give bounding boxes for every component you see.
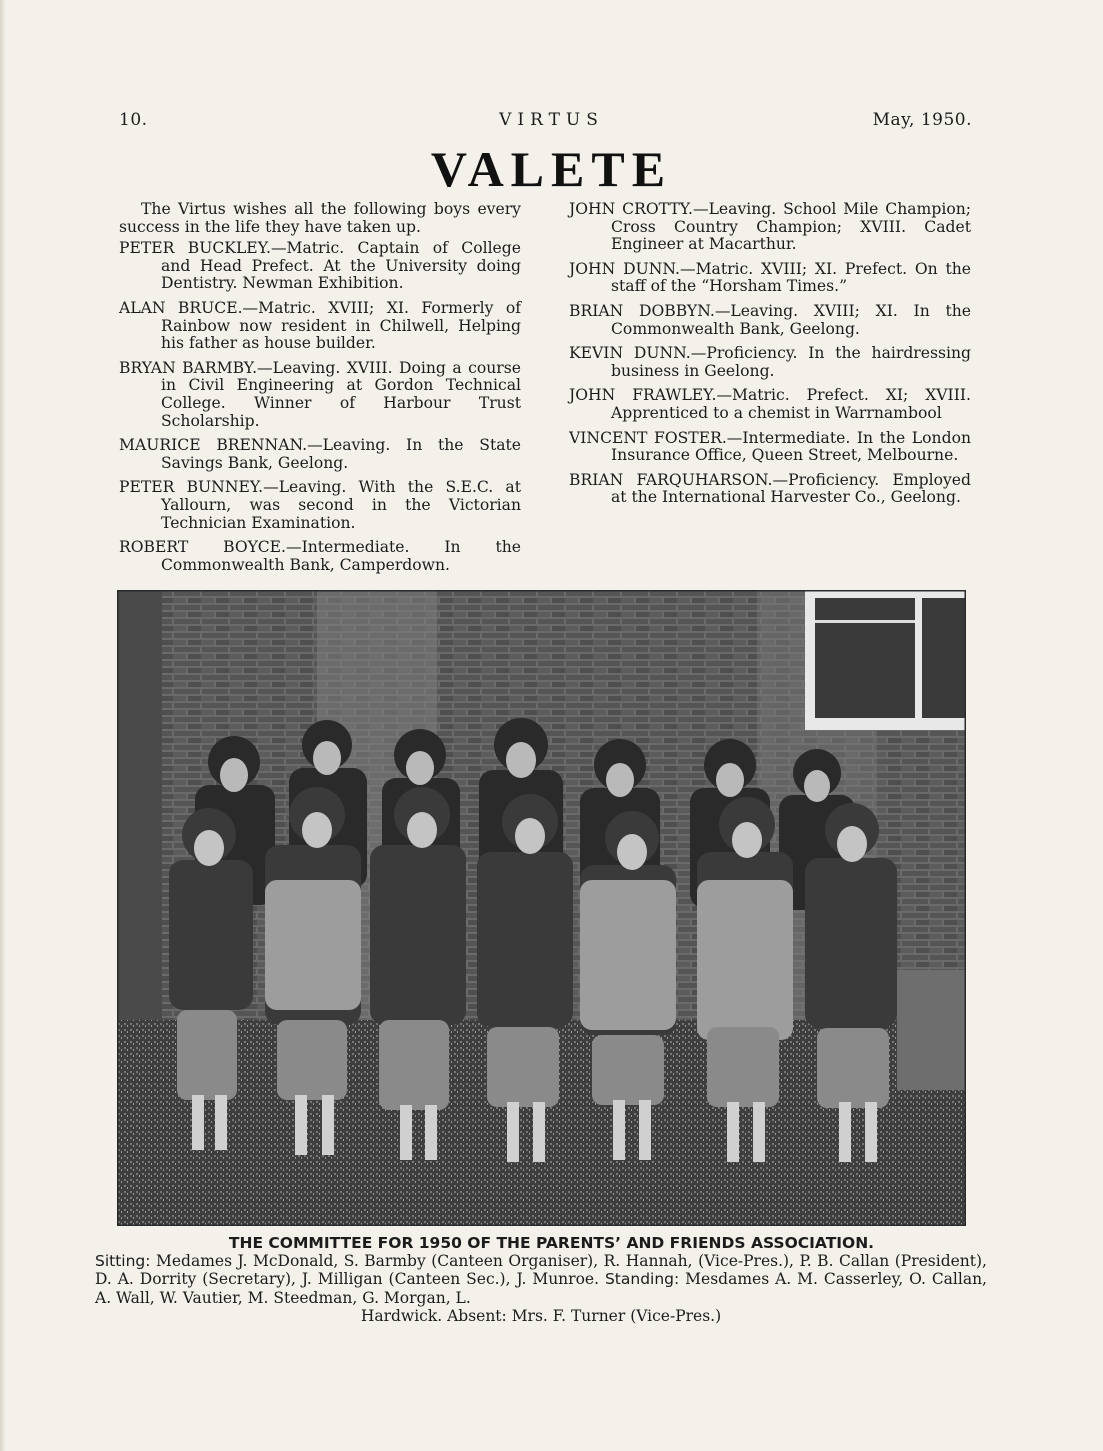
leaver-name: BRYAN BARMBY. <box>119 358 258 377</box>
leaver-details: —Leaving. School Mile Champion; Cross Country Champion; XVIII. Cadet Engineer at Macarthur. <box>611 200 971 254</box>
leaver-details: —Matric. Prefect. XI; XVIII. Apprenticed to a chemist in Warrnambool <box>611 386 971 422</box>
leaver-details: —Leaving. XVIII. Doing a course in Civil Engineering at Gordon Technical College. Winner of Harbour Trust Scholarship. <box>161 358 521 430</box>
leaver-details: —Leaving. XVIII; XI. In the Commonwealth Bank, Geelong. <box>611 301 971 338</box>
leaver-entry <box>119 360 521 430</box>
leaver-name: KEVIN DUNN. <box>569 344 691 363</box>
leaver-name: PETER BUCKLEY. <box>119 239 271 258</box>
absent-note: Hardwick. Absent: Mrs. F. Turner (Vice-Pres.) <box>360 1306 722 1325</box>
leaver-entry <box>119 539 521 574</box>
page-number: 10. <box>119 110 148 130</box>
issue-date: May, 1950. <box>872 110 972 130</box>
leaver-entry <box>119 479 521 532</box>
leaver-details: —Matric. XVIII; XI. Formerly of Rainbow now resident in Chilwell, Helping his father as house builder. <box>161 298 521 353</box>
left-column <box>119 201 521 581</box>
leaver-name: JOHN DUNN. <box>569 259 680 278</box>
leaver-name: JOHN FRAWLEY. <box>569 386 717 405</box>
intro-paragraph: The Virtus wishes all the following boys every success in the life they have taken up. <box>119 200 521 236</box>
section-heading: VALETE <box>430 141 673 197</box>
leaver-details: —Proficiency. In the hairdressing business in Geelong. <box>611 344 972 380</box>
leaver-entry <box>569 387 971 422</box>
leaver-entry <box>119 437 521 472</box>
sitting-names: Medames J. McDonald, S. Barmby (Canteen Organiser), R. Hannah, (Vice-Pres.), P. B. Callan (President), D. A. Dorrity (Secretary), J. Milligan (Canteen Sec.), J. Munroe. <box>95 1252 987 1289</box>
photo-caption-title: THE COMMITTEE FOR 1950 OF THE PARENTS’ AND FRIENDS ASSOCIATION. <box>228 1234 875 1252</box>
standing-label: Standing: <box>604 1270 680 1289</box>
leaver-entry <box>569 261 971 296</box>
leaver-entry <box>569 303 971 338</box>
leaver-entry <box>119 240 521 293</box>
standing-names: Mesdames A. M. Casserley, O. Callan, A. Wall, W. Vautier, M. Steedman, G. Morgan, L. <box>95 1270 987 1307</box>
leaver-details: —Matric. Captain of College and Head Prefect. At the University doing Dentistry. Newman Exhibition. <box>161 239 521 293</box>
leaver-entry <box>569 472 971 507</box>
publication-title: VIRTUS <box>499 110 604 130</box>
committee-photo <box>117 590 966 1226</box>
leaver-entry <box>569 345 971 380</box>
leaver-details: —Leaving. In the State Savings Bank, Geelong. <box>161 436 521 472</box>
leaver-name: VINCENT FOSTER. <box>569 428 727 447</box>
leaver-details: —Proficiency. Employed at the International Harvester Co., Geelong. <box>611 470 971 507</box>
leaver-name: ALAN BRUCE. <box>119 298 243 317</box>
leaver-name: JOHN CROTTY. <box>569 200 693 218</box>
leaver-name: BRIAN FARQUHARSON. <box>569 470 773 489</box>
leaver-name: MAURICE BRENNAN. <box>119 436 308 455</box>
leaver-entry <box>569 430 971 465</box>
leaver-entry <box>119 300 521 353</box>
right-column <box>569 201 971 514</box>
leaver-name: BRIAN DOBBYN. <box>569 301 715 320</box>
leaver-details: —Intermediate. In the London Insurance Office, Queen Street, Melbourne. <box>611 428 971 465</box>
leaver-name: ROBERT BOYCE. <box>119 538 286 557</box>
photo-caption <box>95 1252 987 1325</box>
leaver-details: —Leaving. With the S.E.C. at Yallourn, was second in the Victorian Technician Examination. <box>161 478 521 532</box>
leaver-name: PETER BUNNEY. <box>119 478 264 497</box>
leaver-entry <box>569 201 971 254</box>
leaver-details: —Intermediate. In the Commonwealth Bank, Camperdown. <box>161 538 521 574</box>
leaver-details: —Matric. XVIII; XI. Prefect. On the staff of the “Horsham Times.” <box>611 259 971 296</box>
sitting-label: Sitting: <box>95 1252 151 1270</box>
